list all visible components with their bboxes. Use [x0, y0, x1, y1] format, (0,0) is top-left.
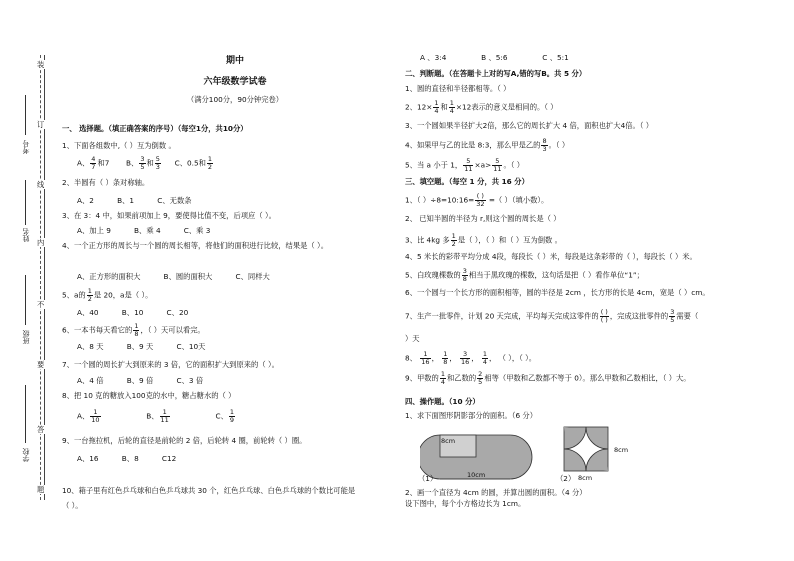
fig1-dim-height: 8cm [441, 437, 456, 445]
exam-number-label: 考号 [22, 140, 30, 154]
q2-3: 3、一个圆如果半径扩大2倍，那么它的周长扩大 4 倍，面积也扩大4倍。（ ） [405, 121, 654, 130]
section-1-heading: 一、 选择题。（填正确答案的序号）（每空1分，共10分） [62, 124, 248, 133]
q3-5: 5、白玫瑰棵数的 $\frac{3}{8}$ 相当于黑玫瑰的棵数，这句话是把（ ）看作单位“1”； [405, 267, 644, 283]
section-4-heading: 四、操作题。（10 分） [405, 397, 480, 406]
score-note: （满分100分，90分钟完卷） [186, 95, 284, 104]
fig2-dim-bottom: 8cm [578, 474, 593, 482]
q1-6-stem: 6、一本书每天看它的 $\frac{1}{8}$ ，（ ）天可以看完。 [62, 322, 205, 338]
q1-9-stem: 9、一台拖拉机，后轮的直径是前轮的 2 倍，后轮转 4 圈，前轮转（ ）圈。 [62, 436, 307, 445]
binding-char: 要 [37, 360, 45, 369]
fig1-dim-width: 10cm [467, 471, 486, 479]
q3-1: 1、（ ）÷8=10:16= $\frac{( )}{32}$ =（ ）（填小数）。 [405, 192, 549, 208]
q1-1-stem: 1、下面各组数中,（ ）互为倒数 。 [62, 141, 176, 150]
q1-2-stem: 2、半圆有（ ）条对称轴。 [62, 178, 150, 187]
q2-5: 5、当 a 小于 1， $\frac{5}{11}$ ×a> $\frac{5}{11}$ 。（ ） [405, 157, 525, 173]
q4-1: 1、求下面图形阴影部分的面积。（6 分） [405, 411, 538, 420]
fig2-label: （2） [556, 474, 576, 483]
q3-7-cont: ）天 [405, 334, 420, 343]
q2-1: 1、圆的直径和半径都相等。（ ） [405, 84, 511, 93]
name-label: 姓名 [22, 228, 30, 242]
section-2-heading: 二、判断题。（在答题卡上对的写A,错的写B。共 5 分） [405, 69, 587, 78]
q1-4-options: A、正方形的面积大 B、圆的面积大 C、同样大 [77, 272, 270, 281]
q3-3: 3、比 4kg 多 $\frac{1}{2}$ 是（ ），（ ）和（ ）互为倒数 。 [405, 232, 562, 248]
q3-6: 6、一个圆与一个长方形的面积相等，圆的半径是 2cm ，长方形的长是 4cm，宽是（ ）cm。 [405, 288, 710, 297]
binding-char: 内 [37, 238, 45, 247]
q1-3-stem: 3、在 3：4 中，如果前项加上 9，要使得比值不变，后项应（ ）。 [62, 211, 276, 220]
q1-8-stem: 8、把 10 克的糖放入100克的水中，糖占糖水的（ ） [62, 391, 236, 400]
q4-2: 2、画一个直径为 4cm 的圆，并算出圆的面积。（4 分） [405, 488, 587, 497]
q1-10-tail: （ ）。 [62, 501, 83, 510]
binding-char: 答 [37, 425, 45, 434]
binding-char: 装 [37, 60, 45, 69]
q1-4-stem: 4、一个正方形的周长与一个圆的周长相等，将他们的面积进行比较，结果是（ ）。 [62, 241, 328, 250]
q1-10-stem: 10、箱子里有红色乒乓球和白色乒乓球共 30 个，红色乒乓球、白色乒乓球的个数比可能是 [62, 486, 356, 495]
q3-4: 4、5 米长的彩带平均分成 4段，每段长（ ）米，每段是这条彩带的（ ），每段长（ ）米。 [405, 252, 697, 261]
q1-6-options: A、8 天 B、9 天 C、10天 [77, 342, 206, 351]
q1-3-options: A、加上 9 B、乘 4 C、乘 3 [77, 226, 211, 235]
binding-char: 题 [37, 485, 45, 494]
q1-1-options: A、 $\frac{4}{7}$ 和7 B、 $\frac{3}{5}$ 和 $\frac{5}{3}$ C、0.5和 $\frac{1}{2}$ [77, 155, 213, 171]
binding-char: 线 [37, 180, 45, 189]
q2-2: 2、12× $\frac{1}{4}$ 和 $\frac{1}{4}$ ×12表示的意义是相同的。（ ） [405, 99, 558, 115]
q3-8: 8、 $\frac{1}{16}$ ， $\frac{1}{8}$ ， $\frac{3}{16}$ ， $\frac{1}{4}$ ， （ ），（ ）。 [405, 350, 537, 366]
class-label: 班级 [22, 330, 30, 344]
q1-2-options: A、2 B、1 C、无数条 [77, 196, 192, 205]
name-line [25, 180, 26, 225]
q1-7-options: A、4 倍 B、9 倍 C、3 倍 [77, 376, 204, 385]
q1-5-stem: 5、a的 $\frac{1}{2}$ 是 20，a是（ ）。 [62, 287, 153, 303]
q1-5-options: A、40 B、10 C、20 [77, 308, 189, 317]
q1-9-options: A、16 B、8 C12 [77, 454, 177, 463]
q3-7: 7、生产一批零件，计划 20 天完成，平均每天完成这零件的 $\frac{( )}{( )}$ ，完成这批零件的 $\frac{3}{5}$ 需要（ [405, 308, 699, 324]
school-label: 学校 [22, 448, 30, 462]
q3-9: 9、甲数的 $\frac{1}{4}$ 和乙数的 $\frac{2}{5}$ 相等（甲数和乙数都不等于 0）。那么甲数和乙数相比，（ ）大。 [405, 370, 691, 386]
page-subtitle: 六年级数学试卷 [203, 77, 267, 87]
q2-4: 4、如果甲与乙的比是 8:3，那么甲是乙的 $\frac{8}{3}$ 。（ ） [405, 137, 570, 153]
q4-2-note: 设下图中，每个小方格边长为 1cm。 [405, 499, 526, 508]
binding-char: 订 [37, 120, 45, 129]
section-3-heading: 三、填空题。（每空 1 分，共 16 分） [405, 177, 529, 186]
q1-10-options: A 、3:4 B 、5:6 C 、5:1 [420, 53, 569, 62]
fig2-dim-side: 8cm [614, 446, 629, 454]
q1-8-options: A、 $\frac{1}{10}$ B、 $\frac{1}{11}$ C、 $\frac{1}{9}$ [77, 408, 235, 424]
school-line [25, 385, 26, 443]
q1-7-stem: 7、一个圆的周长扩大到原来的 3 倍，它的面积扩大到原来的（ ）。 [62, 360, 279, 369]
fig1-label: （1） [418, 474, 438, 483]
class-line [25, 275, 26, 325]
page-title: 期中 [225, 56, 244, 66]
q3-2: 2、 已知半圆的半径为 r,则这个圆的周长是（ ） [405, 214, 561, 223]
figure-square-arcs [562, 425, 612, 475]
binding-char: 不 [37, 300, 45, 309]
